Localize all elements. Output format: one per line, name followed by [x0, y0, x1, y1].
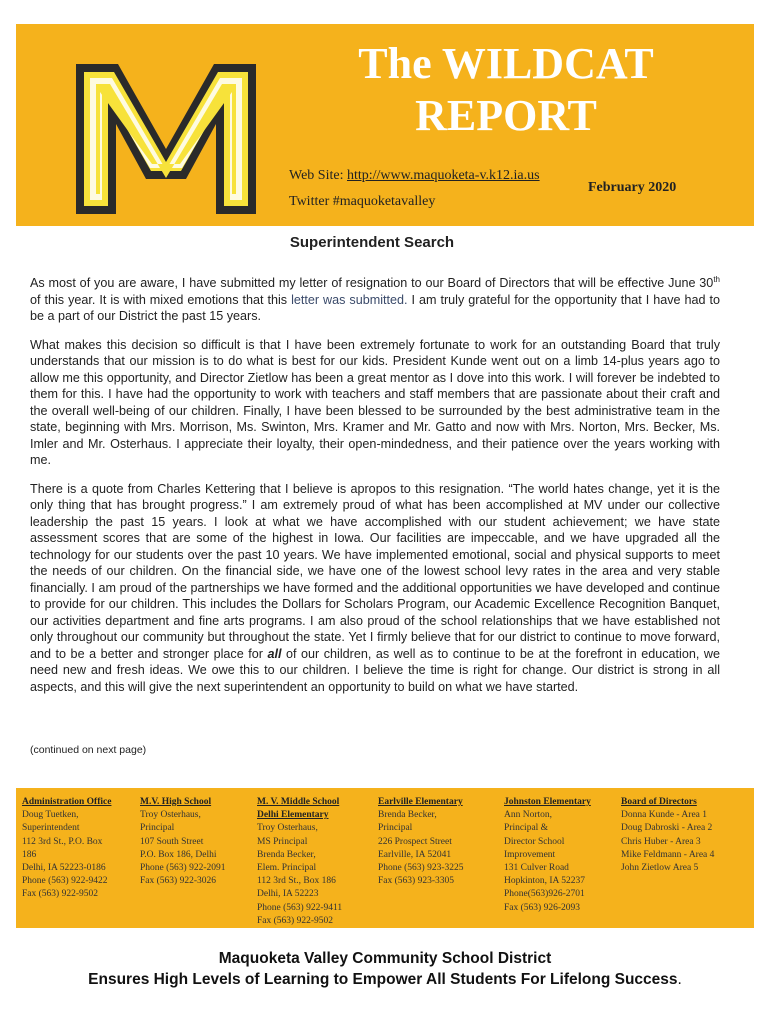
column-heading: M. V. Middle School — [257, 797, 340, 807]
p1-text-a: As most of you are aware, I have submitted my letter of resignation to our Board of Directors that will be effective June 30 — [30, 276, 714, 291]
column-line: 112 3rd St., P.O. Box — [22, 836, 103, 847]
mission-line-2-text: Ensures High Levels of Learning to Empower All Students For Lifelong Success — [88, 971, 678, 988]
column-line: Fax (563) 923-3305 — [378, 876, 454, 887]
column-line: Earlville, IA 52041 — [378, 849, 452, 860]
website-line — [289, 168, 540, 184]
mission-statement — [0, 948, 770, 990]
newsletter-title — [306, 38, 706, 142]
footer-column-admin — [22, 796, 134, 902]
column-line: Delhi, IA 52223 — [257, 889, 319, 900]
column-heading-2: Delhi Elementary — [257, 810, 329, 821]
mission-line-2 — [0, 969, 770, 990]
mission-line-1: Maquoketa Valley Community School District — [218, 950, 552, 967]
contact-footer — [16, 788, 754, 928]
paragraph-3 — [30, 481, 720, 696]
column-line: Phone (563) 922-2091 — [140, 863, 226, 874]
mission-period: . — [677, 971, 682, 988]
column-line: Hopkinton, IA 52237 — [504, 876, 586, 887]
paragraph-2: What makes this decision so difficult is that I have been extremely fortunate to work for an outstanding Board that truly understands that our mission is to do what is best for our kids. President Kunde went out on a limb 14-plus years ago to allow me this opportunity, and Director Zietlow has been a great mentor as I dove into this work. I will forever be indebted to them for this. I have had the opportunity to work with teachers and staff members that are passionate about their craft and the overall well-being of our children. Finally, I have been blessed to be surrounded by the best administrative team in the state, beginning with Mrs. Morrison, Ms. Swinton, Mrs. Kramer and Mr. Gatto and now with Mrs. Norton, Mrs. Becker, Ms. Imler and Mr. Osterhaus. I appreciate their loyalty, their open-mindedness, and their patience over the years working with me. — [30, 337, 720, 468]
column-line: 226 Prospect Street — [378, 836, 452, 847]
p1-text-b: of this year. It is with mixed emotions that this — [30, 292, 292, 307]
p1-text-c: I am truly grateful for the opportunity that I have had to be a part of our District the past 15 years. — [30, 292, 720, 324]
column-heading: M.V. High School — [140, 797, 212, 807]
p3-text-b: of our children, as well as to continue to be at the forefront in education, we need new and fresh ideas. We owe this to our children. I believe the time is right for change. Our district is strong in all aspects, and this will give the next superintendent an opportunity to build on what we have started. — [30, 646, 720, 694]
column-line: Doug Tuetken, — [22, 810, 79, 821]
column-line: Phone (563) 922-9422 — [22, 876, 108, 887]
column-line: Brenda Becker, — [257, 849, 316, 860]
footer-column-high-school — [140, 796, 252, 888]
twitter-handle: Twitter #maquoketavalley — [289, 194, 436, 209]
continued-note: (continued on next page) — [30, 744, 147, 756]
footer-column-board — [621, 796, 751, 875]
issue-date: February 2020 — [588, 180, 677, 195]
column-line: Fax (563) 922-9502 — [257, 915, 333, 926]
newsletter-header — [16, 24, 754, 226]
column-line: Chris Huber - Area 3 — [621, 836, 701, 847]
p3-emphasis: all — [267, 646, 282, 661]
article-heading: Superintendent Search — [289, 234, 455, 251]
title-line-1: The WILDCAT — [358, 39, 654, 88]
column-line: Ann Norton, — [504, 810, 553, 821]
column-line: P.O. Box 186, Delhi — [140, 849, 217, 860]
column-line: 186 — [22, 849, 37, 860]
column-line: Principal — [378, 823, 413, 834]
column-line: John Zietlow Area 5 — [621, 863, 699, 874]
column-line: Troy Osterhaus, — [140, 810, 201, 821]
p1-superscript: th — [713, 275, 720, 284]
column-heading: Administration Office — [22, 797, 112, 807]
column-line: Mike Feldmann - Area 4 — [621, 849, 715, 860]
column-line: 107 South Street — [140, 836, 204, 847]
column-line: Donna Kunde - Area 1 — [621, 810, 708, 821]
column-line: Delhi, IA 52223-0186 — [22, 863, 106, 874]
website-link[interactable]: http://www.maquoketa-v.k12.ia.us — [346, 168, 540, 183]
column-line: Phone(563)926-2701 — [504, 889, 585, 900]
column-line: MS Principal — [257, 836, 308, 847]
column-line: Fax (563) 926-2093 — [504, 902, 580, 913]
p3-text-a: There is a quote from Charles Kettering that I believe is apropos to this resignation. “The world hates change, yet it is the only thing that has brought progress.” I am extremely proud of what has been accomplished at MV under our collective leadership the past 15 years. I look at what we have accomplished with our student achievement; we have state assessment scores that are some of the highest in Iowa. Our facilities are impeccable, and we have upgraded all the technology for our students over the past 10 years. We have implemented emotional, social and physical supports to meet the needs of our children. On the financial side, we have one of the lowest school levy rates in the area and very stable financially. I am proud of the partnerships we have formed and the additional opportunities we have developed and continue to provide for our children. This includes the Dollars for Scholars Program, our Academic Excellence Recognition Banquet, our activities department and fine arts programs. I am also proud of the school relationships that we have established not only throughout our community but throughout the state. Yet I firmly believe that for our district to continue to move forward, and to be a better and stronger place for — [30, 481, 720, 661]
title-line-2: REPORT — [415, 91, 597, 140]
footer-column-middle-school — [257, 796, 372, 928]
column-line: Phone (563) 922-9411 — [257, 902, 343, 913]
column-line: Troy Osterhaus, — [257, 823, 318, 834]
column-line: Principal & — [504, 823, 549, 834]
footer-column-johnston — [504, 796, 616, 915]
paragraph-1 — [30, 272, 720, 325]
website-label: Web Site: — [289, 168, 347, 183]
column-line: Elem. Principal — [257, 863, 317, 874]
column-line: Phone (563) 923-3225 — [378, 863, 464, 874]
wildcat-m-logo — [76, 64, 256, 214]
column-line: Doug Dabroski - Area 2 — [621, 823, 713, 834]
column-line: Fax (563) 922-3026 — [140, 876, 216, 887]
column-line: Director School — [504, 836, 565, 847]
column-heading: Earlville Elementary — [378, 797, 463, 807]
column-line: Improvement — [504, 849, 556, 860]
column-line: Brenda Becker, — [378, 810, 437, 821]
column-heading: Board of Directors — [621, 797, 697, 807]
column-heading: Johnston Elementary — [504, 797, 591, 807]
column-line: Superintendent — [22, 823, 80, 834]
p1-highlight: letter was submitted. — [291, 292, 408, 307]
footer-column-earlville — [378, 796, 496, 888]
column-line: Fax (563) 922-9502 — [22, 889, 98, 900]
column-line: 112 3rd St., Box 186 — [257, 876, 336, 887]
column-line: 131 Culver Road — [504, 863, 569, 874]
article-body — [30, 272, 720, 707]
column-line: Principal — [140, 823, 175, 834]
